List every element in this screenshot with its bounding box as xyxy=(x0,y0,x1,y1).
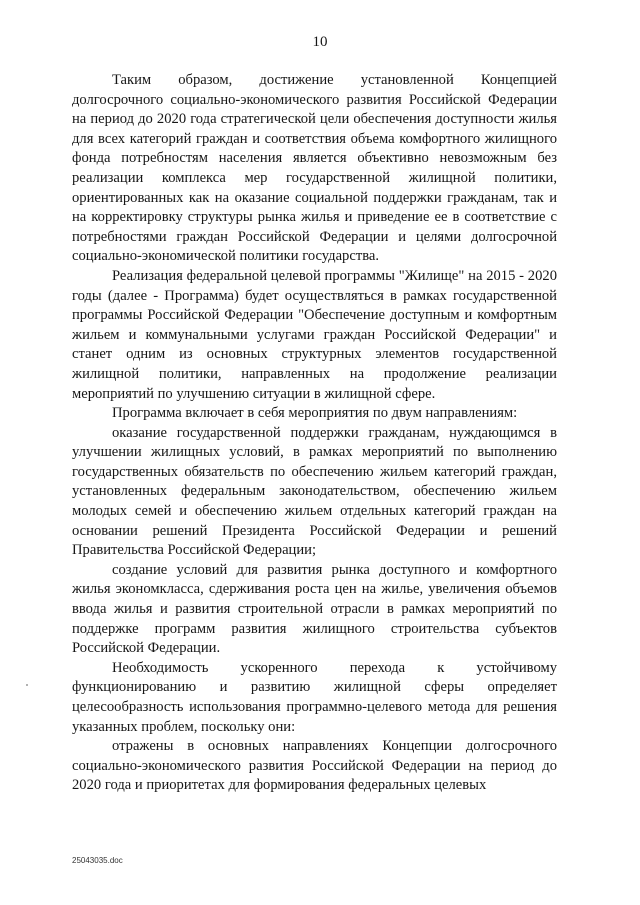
paragraph-program-directions: Программа включает в себя мероприятия по двум направлениям: xyxy=(112,405,518,422)
paragraph-concept-directions: отражены в основных направлениях Концепции долгосрочного социально-экономического развития Российской Федерации на период до 2020 года и приоритетах для формирования федеральных целевых xyxy=(72,738,557,794)
paragraph-program-implementation: Реализация федеральной целевой программы "Жилище" на 2015 - 2020 годы (далее - Программа) будет осуществляться в рамках государственной программы Российской Федерации "Обеспечение доступным и комфортным жильем и коммунальными услугами граждан Российской Федерации" и станет одним из основных структурных элементов государственной жилищной политики, направленных на продолжение реализации мероприятий по улучшению ситуации в жилищной сфере. xyxy=(72,267,557,402)
paragraph-housing-market: создание условий для развития рынка доступного и комфортного жилья экономкласса, сдерживания роста цен на жилье, увеличения объемов ввода жилья и развития строительной отрасли в рамках мероприятий по поддержке программ развития жилищного строительства субъектов Российской Федерации. xyxy=(72,561,557,657)
document-body xyxy=(72,71,557,796)
paragraph-state-support: оказание государственной поддержки гражданам, нуждающимся в улучшении жилищных условий, в рамках мероприятий по выполнению государственных обязательств по обеспечению жильем категорий граждан, установленных федеральным законодательством, обеспечению жильем молодых семей и обеспечению жильем отдельных категорий граждан на основании решений Президента Российской Федерации и решений Правительства Российской Федерации; xyxy=(72,424,557,559)
paragraph-conclusion: Таким образом, достижение установленной Концепцией долгосрочного социально-экономического развития Российской Федерации на период до 2020 года стратегической цели обеспечения доступности жилья для всех категорий граждан и соответствия объема комфортного жилищного фонда потребностям населения является объективно невозможным без реализации комплекса мер государственной жилищной политики, ориентированных как на оказание социальной поддержки гражданам, так и на корректировку структуры рынка жилья и приведение ее в соответствие с потребностями граждан Российской Федерации и целями долгосрочной социально-экономической политики государства. xyxy=(72,72,557,265)
paragraph-necessity: Необходимость ускоренного перехода к устойчивому функционированию и развитию жилищной сферы определяет целесообразность использования программно-целевого метода для решения указанных проблем, поскольку они: xyxy=(72,659,557,735)
page-number: 10 xyxy=(312,34,328,50)
scan-speck xyxy=(26,684,28,686)
footer-filename: 25043035.doc xyxy=(72,856,123,865)
